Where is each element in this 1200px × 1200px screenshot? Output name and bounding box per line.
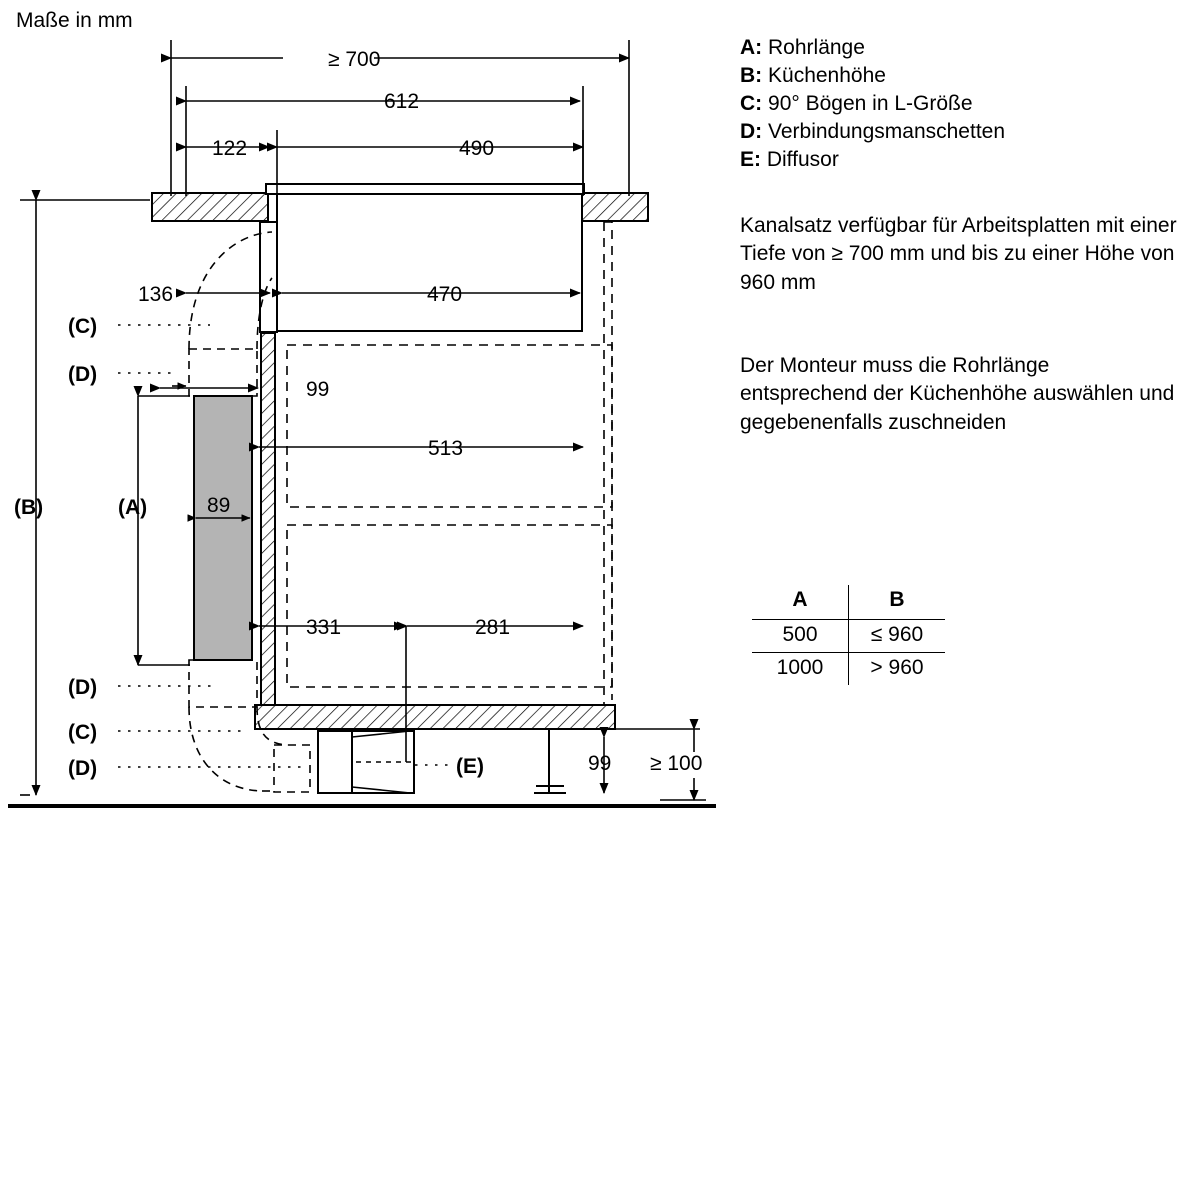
callout-d-bottom: (D) [68,757,98,780]
legend-text-b: Küchenhöhe [768,63,886,87]
dim-label-99-duct: 99 [306,378,330,401]
legend-key-b: B: [740,63,763,87]
legend-text-c: 90° Bögen in L-Größe [768,91,973,115]
table-header-b: B [849,585,946,620]
callout-b: (B) [14,496,44,519]
callout-a: (A) [118,496,148,519]
legend-key-a: A: [740,36,763,59]
dim-label-89: 89 [207,494,231,517]
dim-label-281: 281 [475,616,511,639]
dim-label-513: 513 [428,437,464,460]
dim-label-top-width: ≥ 700 [328,48,381,71]
dim-label-122: 122 [212,137,248,160]
legend-key-d: D: [740,119,763,143]
legend-key-e: E: [740,147,761,171]
table-cell-a-500: 500 [752,620,849,653]
appliance-body [189,194,615,793]
table-cell-b-500: ≤ 960 [849,620,946,653]
dim-label-99-bottom: 99 [588,752,612,775]
dim-label-min-100: ≥ 100 [650,752,703,775]
callout-e: (E) [456,755,484,778]
note-installer: Der Monteur muss die Rohrlänge entsprechend der Küchenhöhe auswählen und gegebenenfalls zuschneiden [740,354,1175,434]
table-cell-b-1000: > 960 [849,653,946,686]
table-header-a: A [792,588,808,611]
callout-c-lower: (C) [68,721,98,744]
dim-label-331: 331 [306,616,342,639]
dim-label-612: 612 [384,90,420,113]
dim-label-490: 490 [459,137,495,160]
callout-c-top: (C) [68,315,98,338]
legend-text-e: Diffusor [766,147,839,171]
dim-label-136: 136 [138,283,174,306]
callout-d-lower: (D) [68,676,98,699]
dim-label-470: 470 [427,283,463,306]
unit-note: Maße in mm [16,9,133,32]
legend-key-c: C: [740,91,763,115]
legend-text-a: Rohrlänge [768,36,865,59]
note-duct-availability: Kanalsatz verfügbar für Arbeitsplatten mit einer Tiefe von ≥ 700 mm und bis zu einer Höhe von 960 mm [740,214,1177,294]
table-cell-a-1000: 1000 [752,653,849,686]
callout-d-top: (D) [68,363,98,386]
dimension-lines [20,40,706,800]
legend-text-d: Verbindungsmanschetten [768,119,1006,143]
